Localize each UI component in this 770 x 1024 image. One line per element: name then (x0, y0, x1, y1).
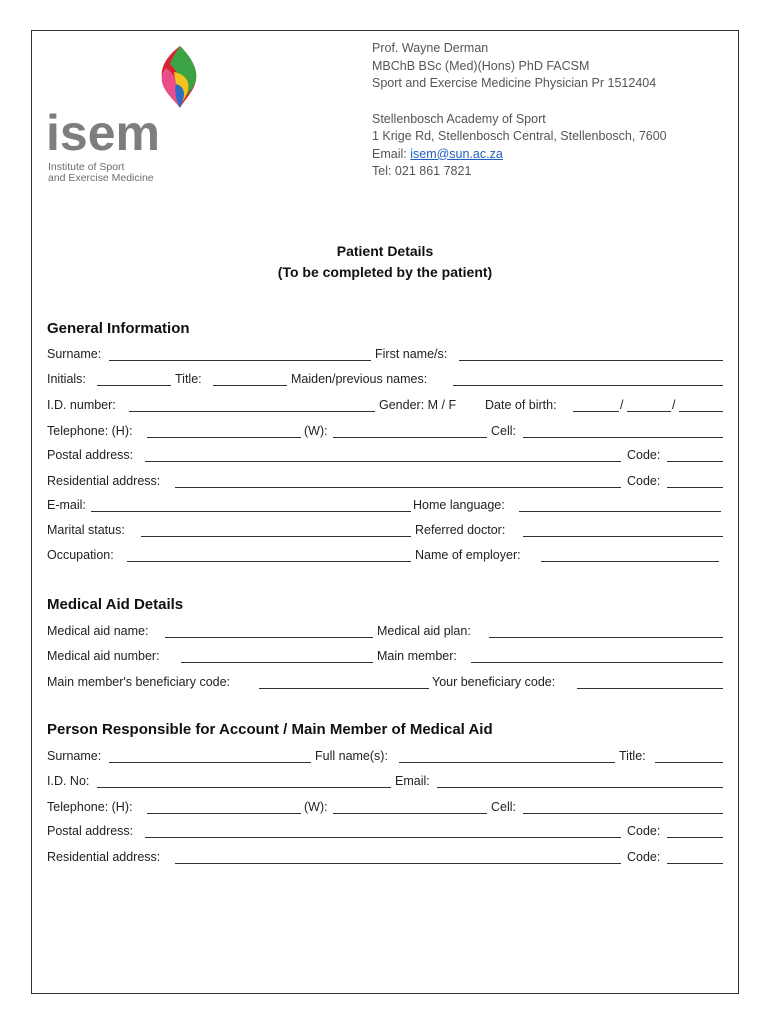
dob-year-field[interactable] (679, 411, 723, 412)
medical-aid-plan-field[interactable] (489, 637, 723, 638)
home-language-field[interactable] (519, 511, 721, 512)
cell-field[interactable] (523, 437, 723, 438)
resp-telephone-home-label: Telephone: (H): (47, 800, 133, 814)
form-row-email (47, 497, 723, 515)
form-row-postal (47, 447, 723, 465)
form-row-resp-id (47, 773, 723, 791)
title-field[interactable] (213, 385, 287, 386)
surname-label: Surname: (47, 347, 102, 361)
dob-label: Date of birth: (485, 398, 557, 412)
resp-full-names-field[interactable] (399, 762, 615, 763)
resp-telephone-work-label: (W): (304, 800, 328, 814)
resp-full-names-label: Full name(s): (315, 749, 388, 763)
medical-aid-number-label: Medical aid number: (47, 649, 160, 663)
dob-month-field[interactable] (627, 411, 671, 412)
title-label: Title: (175, 372, 202, 386)
dob-slash-2: / (672, 398, 676, 412)
initials-label: Initials: (47, 372, 86, 386)
gender-label: Gender: M / F (379, 398, 457, 412)
resp-email-field[interactable] (437, 787, 723, 788)
resp-id-label: I.D. No: (47, 774, 90, 788)
isem-logo (46, 44, 196, 194)
form-row-id (47, 397, 723, 415)
postal-code-field[interactable] (667, 461, 723, 462)
address: 1 Krige Rd, Stellenbosch Central, Stellenbosch, 7600 (372, 129, 667, 143)
your-beneficiary-label: Your beneficiary code: (432, 675, 556, 689)
main-beneficiary-label: Main member's beneficiary code: (47, 675, 231, 689)
form-row-resp-postal (47, 823, 723, 841)
residential-address-field[interactable] (175, 487, 621, 488)
id-number-field[interactable] (129, 411, 375, 412)
residential-code-label: Code: (627, 474, 661, 488)
first-names-label: First name/s: (375, 347, 448, 361)
occupation-label: Occupation: (47, 548, 114, 562)
page-title: Patient Details (336, 243, 434, 259)
medical-aid-name-field[interactable] (165, 637, 373, 638)
form-row-resp-names (47, 748, 723, 766)
email-label-field: E-mail: (47, 498, 86, 512)
marital-status-field[interactable] (141, 536, 411, 537)
resp-telephone-work-field[interactable] (333, 813, 487, 814)
doctor-contact-block (372, 40, 667, 181)
form-row-names (47, 346, 723, 364)
form-row-resp-residential (47, 849, 723, 867)
occupation-field[interactable] (127, 561, 411, 562)
form-row-telephone (47, 423, 723, 441)
telephone-work-field[interactable] (333, 437, 487, 438)
resp-cell-field[interactable] (523, 813, 723, 814)
form-row-residential (47, 473, 723, 491)
postal-address-label: Postal address: (47, 448, 134, 462)
medical-aid-name-label: Medical aid name: (47, 624, 149, 638)
cell-label: Cell: (491, 424, 517, 438)
first-names-field[interactable] (459, 360, 723, 361)
dob-slash-1: / (620, 398, 624, 412)
form-row-initials (47, 371, 723, 389)
email-field[interactable] (91, 511, 411, 512)
logo-tagline-2: and Exercise Medicine (48, 172, 154, 184)
form-row-aid-number (47, 648, 723, 666)
resp-title-field[interactable] (655, 762, 723, 763)
medical-aid-number-field[interactable] (181, 662, 373, 663)
maiden-label: Maiden/previous names: (291, 372, 428, 386)
telephone-work-label: (W): (304, 424, 328, 438)
resp-postal-label: Postal address: (47, 824, 134, 838)
section-general-information: General Information (47, 320, 190, 337)
form-row-marital (47, 522, 723, 540)
postal-code-label: Code: (627, 448, 661, 462)
form-row-beneficiary (47, 674, 723, 692)
telephone: Tel: 021 861 7821 (372, 164, 472, 178)
email-link[interactable]: isem@sun.ac.za (410, 146, 503, 161)
resp-surname-field[interactable] (109, 762, 311, 763)
dob-day-field[interactable] (573, 411, 619, 412)
logo-tagline-1: Institute of Sport (48, 161, 125, 173)
telephone-home-label: Telephone: (H): (47, 424, 133, 438)
resp-email-label: Email: (395, 774, 430, 788)
resp-residential-code-field[interactable] (667, 863, 723, 864)
home-language-label: Home language: (413, 498, 505, 512)
resp-title-label: Title: (619, 749, 646, 763)
medical-aid-plan-label: Medical aid plan: (377, 624, 471, 638)
form-row-resp-telephone (47, 799, 723, 817)
residential-code-field[interactable] (667, 487, 723, 488)
form-row-occupation (47, 547, 723, 565)
residential-address-label: Residential address: (47, 474, 161, 488)
doctor-title: Sport and Exercise Medicine Physician Pr 1512404 (372, 76, 657, 90)
doctor-qualifications: MBChB BSc (Med)(Hons) PhD FACSM (372, 58, 590, 73)
resp-postal-code-label: Code: (627, 824, 661, 838)
email-line (372, 146, 667, 164)
resp-postal-field[interactable] (145, 837, 621, 838)
organisation: Stellenbosch Academy of Sport (372, 111, 546, 126)
resp-postal-code-field[interactable] (667, 837, 723, 838)
logo-wordmark: isem (46, 105, 160, 161)
doctor-name: Prof. Wayne Derman (372, 41, 489, 55)
section-medical-aid: Medical Aid Details (47, 596, 184, 613)
isem-leaf-icon (150, 44, 210, 110)
maiden-field[interactable] (453, 385, 723, 386)
form-row-aid-name (47, 623, 723, 641)
id-number-label: I.D. number: (47, 398, 116, 412)
main-beneficiary-field[interactable] (259, 688, 429, 689)
referred-doctor-field[interactable] (523, 536, 723, 537)
resp-residential-label: Residential address: (47, 850, 161, 864)
employer-label: Name of employer: (415, 548, 521, 562)
postal-address-field[interactable] (145, 461, 621, 462)
referred-doctor-label: Referred doctor: (415, 523, 506, 537)
resp-telephone-home-field[interactable] (147, 813, 301, 814)
email-label: Email: (372, 146, 407, 161)
resp-residential-field[interactable] (175, 863, 621, 864)
resp-id-field[interactable] (97, 787, 391, 788)
initials-field[interactable] (97, 385, 171, 386)
page-subtitle: (To be completed by the patient) (277, 264, 493, 280)
telephone-home-field[interactable] (147, 437, 301, 438)
main-member-field[interactable] (471, 662, 723, 663)
marital-status-label: Marital status: (47, 523, 125, 537)
resp-surname-label: Surname: (47, 749, 102, 763)
section-person-responsible: Person Responsible for Account / Main Member of Medical Aid (47, 721, 493, 738)
your-beneficiary-field[interactable] (577, 688, 723, 689)
employer-field[interactable] (541, 561, 719, 562)
main-member-label: Main member: (377, 649, 457, 663)
surname-field[interactable] (109, 360, 371, 361)
resp-cell-label: Cell: (491, 800, 517, 814)
resp-residential-code-label: Code: (627, 850, 661, 864)
